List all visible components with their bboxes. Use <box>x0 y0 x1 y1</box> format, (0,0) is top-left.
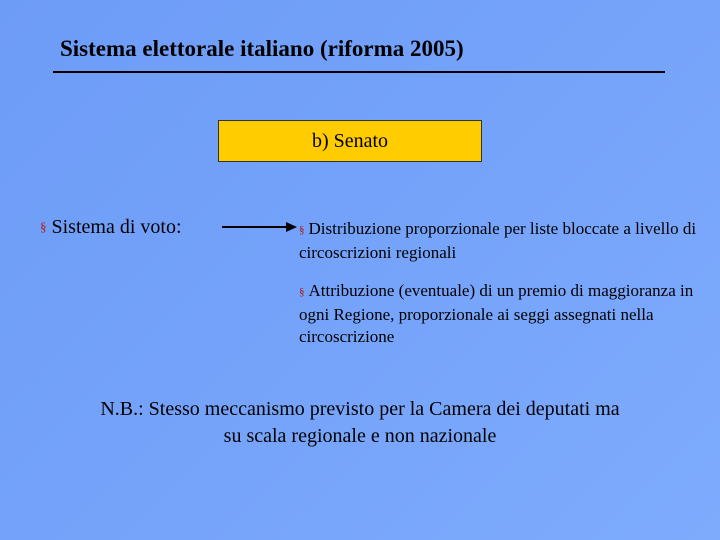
title-underline <box>53 71 665 73</box>
senato-box <box>218 120 482 162</box>
voting-system-text: Sistema di voto: <box>51 216 182 238</box>
voting-item-bonus <box>299 280 699 348</box>
footnote: N.B.: Stesso meccanismo previsto per la Camera dei deputati ma su scala regionale e non nazionale <box>100 398 620 447</box>
voting-system-label <box>40 216 182 239</box>
arrow-right-icon <box>222 220 297 234</box>
bullet-icon: § <box>299 224 305 236</box>
senato-label: b) Senato <box>311 129 389 152</box>
slide-title: Sistema elettorale italiano (riforma 2005) <box>60 36 464 61</box>
voting-item-proportional <box>299 218 699 264</box>
bullet-icon: § <box>40 219 47 234</box>
voting-item-text: Distribuzione proporzionale per liste bloccate a livello di circoscrizioni regionali <box>299 219 697 262</box>
bullet-icon: § <box>299 286 305 298</box>
voting-item-text: Attribuzione (eventuale) di un premio di maggioranza in ogni Regione, proporzionale ai seggi assegnati nella circoscrizione <box>299 281 694 346</box>
